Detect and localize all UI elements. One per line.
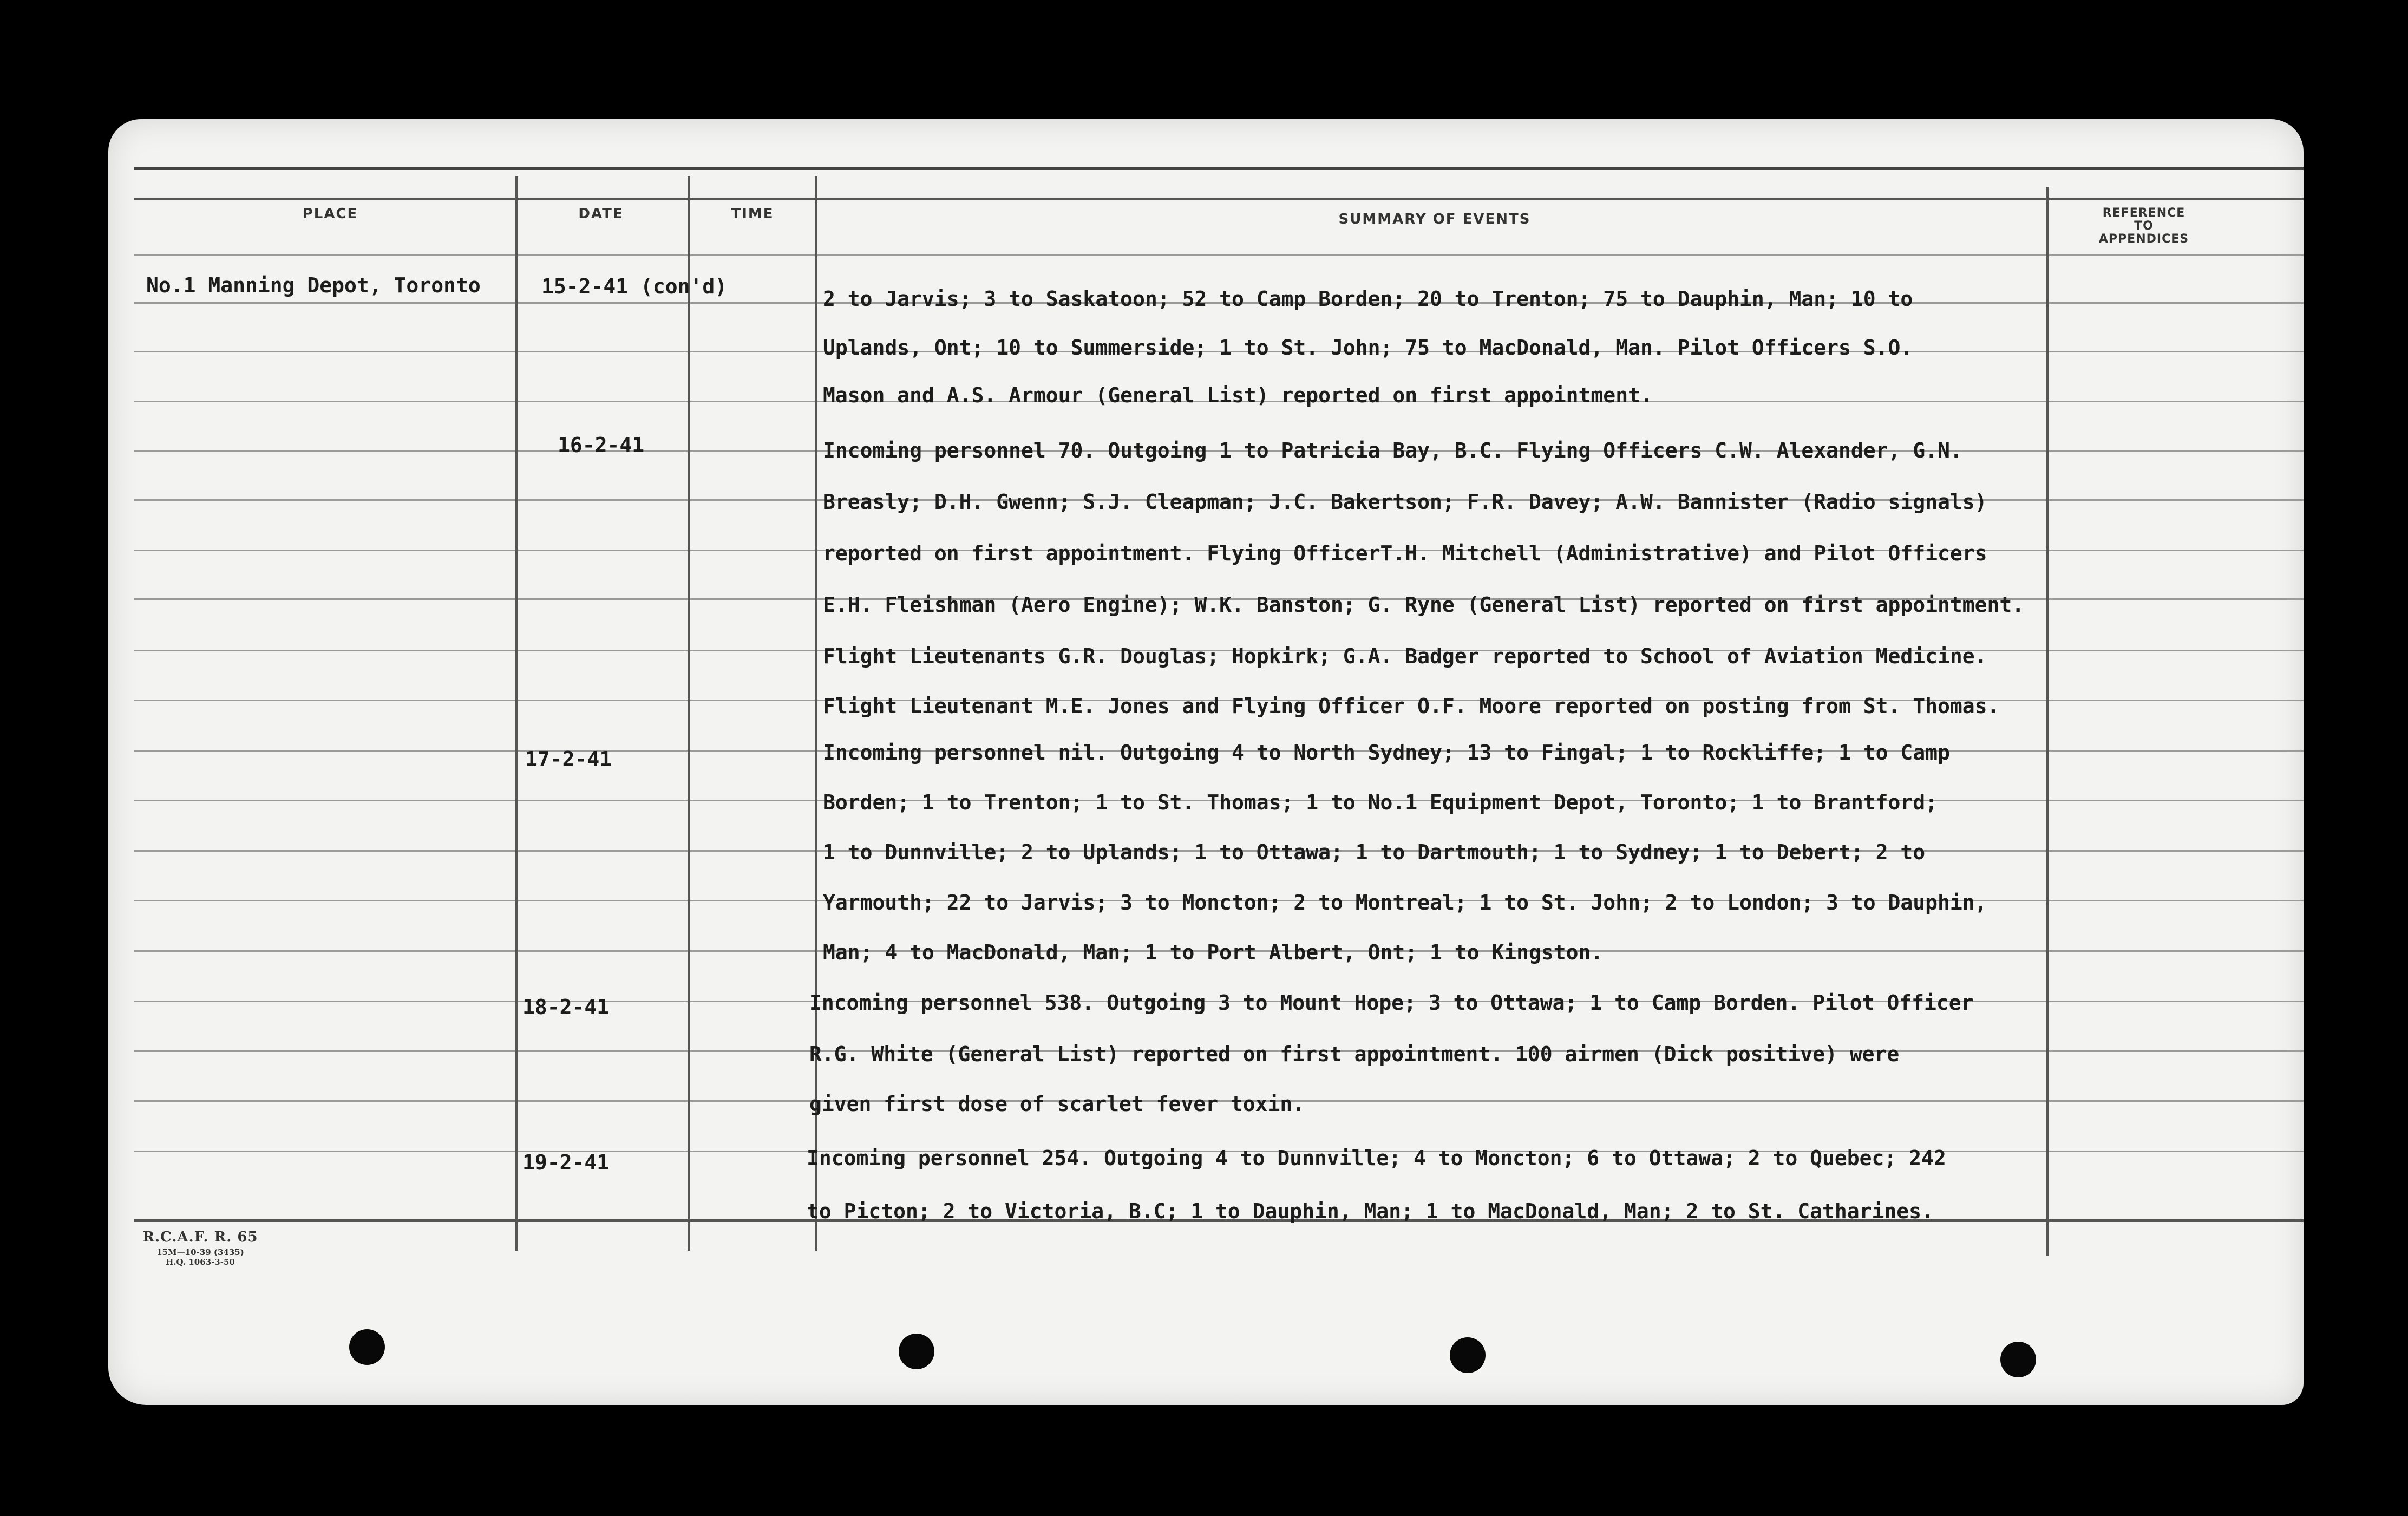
summary-reference-divider	[2046, 187, 2049, 1256]
form-number	[119, 1229, 282, 1267]
header-summary: SUMMARY OF EVENTS	[1338, 211, 1531, 227]
entry-date: 17-2-41	[525, 747, 612, 771]
summary-line: Incoming personnel 254. Outgoing 4 to Dunnville; 4 to Moncton; 6 to Ottawa; 2 to Quebec; 242	[807, 1146, 1946, 1170]
form-print-line: 15M—10-39 (3435)	[156, 1247, 244, 1257]
punch-hole	[1450, 1337, 1486, 1373]
header-reference	[2073, 207, 2214, 246]
summary-line: Incoming personnel nil. Outgoing 4 to North Sydney; 13 to Fingal; 1 to Rockliffe; 1 to Camp	[823, 741, 1950, 764]
summary-line: Flight Lieutenants G.R. Douglas; Hopkirk; G.A. Badger reported to School of Aviation Medicine.	[823, 644, 1987, 668]
summary-line: given first dose of scarlet fever toxin.	[809, 1092, 1305, 1116]
summary-line: Incoming personnel 538. Outgoing 3 to Mount Hope; 3 to Ottawa; 1 to Camp Borden. Pilot Officer	[809, 991, 1974, 1015]
entry-date: 15-2-41 (con'd)	[541, 275, 728, 298]
punch-hole	[349, 1329, 385, 1365]
header-date: DATE	[578, 206, 624, 222]
summary-line: Yarmouth; 22 to Jarvis; 3 to Moncton; 2 to Montreal; 1 to St. John; 2 to London; 3 to Dauphin,	[823, 891, 1987, 914]
header-reference-line2: TO	[2134, 219, 2154, 233]
punch-hole	[2000, 1342, 2036, 1377]
place-date-divider	[515, 176, 518, 1251]
summary-line: 1 to Dunnville; 2 to Uplands; 1 to Ottawa; 1 to Dartmouth; 1 to Sydney; 1 to Debert; 2 to	[823, 840, 1926, 864]
summary-line: E.H. Fleishman (Aero Engine); W.K. Banston; G. Ryne (General List) reported on first appointment.	[823, 593, 2025, 617]
form-print-line: H.Q. 1063-3-50	[166, 1257, 235, 1267]
summary-line: Breasly; D.H. Gwenn; S.J. Cleapman; J.C. Bakertson; F.R. Davey; A.W. Bannister (Radio signals)	[823, 490, 1987, 514]
entry-date: 19-2-41	[522, 1151, 610, 1174]
form-number-title: R.C.A.F. R. 65	[142, 1229, 258, 1245]
header-reference-line3: APPENDICES	[2098, 232, 2189, 246]
summary-line: Borden; 1 to Trenton; 1 to St. Thomas; 1 to No.1 Equipment Depot, Toronto; 1 to Brantford;	[823, 790, 1938, 814]
summary-line: to Picton; 2 to Victoria, B.C; 1 to Dauphin, Man; 1 to MacDonald, Man; 2 to St. Catharines.	[807, 1199, 1934, 1223]
place-name: No.1 Manning Depot, Toronto	[146, 273, 481, 297]
summary-line: Uplands, Ont; 10 to Summerside; 1 to St. John; 75 to MacDonald, Man. Pilot Officers S.O.	[823, 336, 1913, 360]
summary-line: R.G. White (General List) reported on first appointment. 100 airmen (Dick positive) were	[809, 1042, 1900, 1066]
summary-line: Man; 4 to MacDonald, Man; 1 to Port Albert, Ont; 1 to Kingston.	[823, 940, 1604, 964]
summary-line: reported on first appointment. Flying OfficerT.H. Mitchell (Administrative) and Pilot Officers	[823, 541, 1987, 565]
header-place: PLACE	[302, 206, 358, 222]
record-card	[108, 119, 2304, 1405]
punch-hole	[899, 1334, 934, 1369]
top-rule	[134, 167, 2304, 170]
header-time: TIME	[731, 206, 774, 222]
summary-line: Mason and A.S. Armour (General List) reported on first appointment.	[823, 383, 1653, 407]
header-rule	[134, 198, 2304, 200]
date-time-divider	[688, 176, 690, 1251]
entry-date: 16-2-41	[558, 433, 645, 457]
entry-date: 18-2-41	[522, 995, 610, 1019]
header-reference-line1: REFERENCE	[2102, 206, 2185, 220]
ruled-line	[134, 254, 2304, 256]
time-summary-divider	[815, 176, 817, 1251]
summary-line: Flight Lieutenant M.E. Jones and Flying Officer O.F. Moore reported on posting from St. Thomas.	[823, 694, 2000, 718]
summary-line: 2 to Jarvis; 3 to Saskatoon; 52 to Camp Borden; 20 to Trenton; 75 to Dauphin, Man; 10 to	[823, 287, 1913, 311]
summary-line: Incoming personnel 70. Outgoing 1 to Patricia Bay, B.C. Flying Officers C.W. Alexander, G.N.	[823, 439, 1962, 462]
